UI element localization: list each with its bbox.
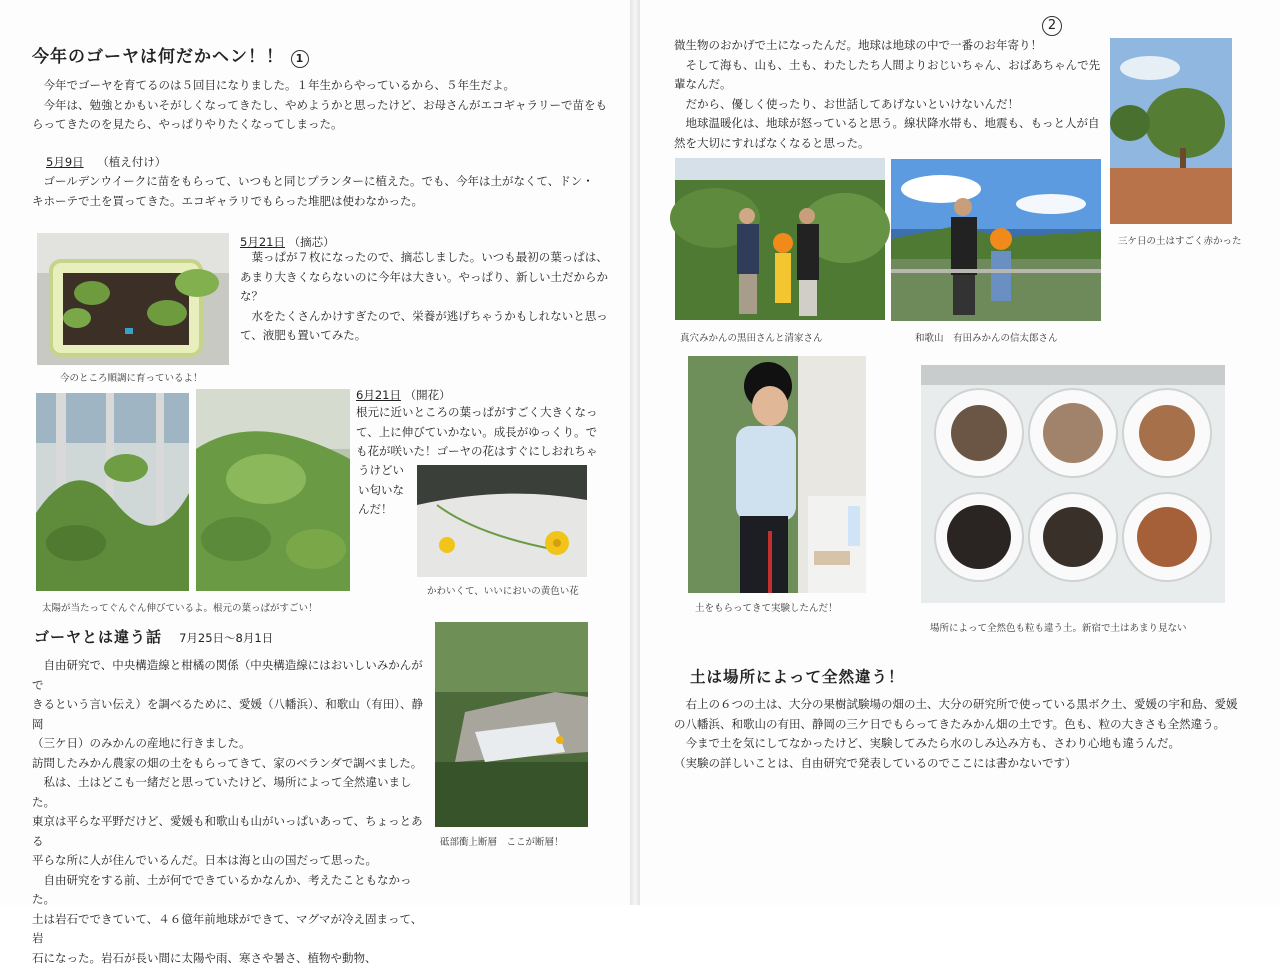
flower-caption: かわいくて、いいにおいの黄色い花 [427, 586, 579, 597]
experiment-caption: 土をもらってきて実験したんだ！ [695, 603, 838, 614]
mikkabi-caption: 三ケ日の土はすごく赤かった [1118, 236, 1242, 247]
mikkabi-photo [1110, 38, 1232, 224]
left-page [0, 0, 630, 965]
jun21-date: 6月21日 [356, 388, 401, 402]
fault-caption: 砥部衝上断層 ここが断層！ [440, 837, 564, 848]
may9-heading [46, 153, 166, 171]
planter-photo [37, 233, 229, 365]
page-number-badge: 1 [291, 50, 309, 68]
jun21-paragraph-a: 根元に近いところの葉っぱがすごく大きくなっ て、上に伸びていかない。成長がゆっくり。で も花が咲いた！ゴーヤの花はすぐにしおれちゃ [356, 405, 598, 458]
page-gutter [630, 0, 640, 905]
jun21-heading [356, 386, 451, 404]
soil-caption: 場所によって全然色も粒も違う土。新宿で土はあまり見ない [930, 623, 1187, 634]
goya-section-title: ゴーヤとは違う話 [34, 628, 163, 646]
soil-samples-photo [921, 365, 1225, 603]
goya-section-paragraph: 自由研究で、中央構造線と柑橘の関係（中央構造線にはおいしいみかんがで きるという言い伝え）を調べるために、愛媛（八幡浜）、和歌山（有田）、静岡 （三ケ日）のみかんの産地に行きました。 訪問したみかん農家の畑の土をもらってきて、家のベランダで調べました。 私は、土はどこも一緒だと思っていたけど、場所によって全然違いました。 東京は平らな平野だけど、愛媛も和歌山も山がいっぱいあって、ちょっとある 平らな所に人が住んでいるんだ。日本は海と山の国だって思った。 自由研究をする前、土が何でできているかなんか、考えたこともなかった。 土は岩石でできていて、４６億年前地球ができて、マグマが冷え固まって、岩 石になった。岩石が長い間に太陽や雨、寒さや暑さ、植物や動物、 [32, 658, 423, 965]
experiment-photo [688, 356, 866, 593]
jun21-paragraph-b: うけどい い匂いな んだ！ [358, 463, 404, 516]
farm-visit-photo-2 [891, 159, 1101, 321]
farm-visit-photo-1 [675, 158, 885, 320]
flower-photo [417, 465, 587, 577]
page-number-badge-2: 2 [1042, 14, 1062, 36]
conclusion-title: 土は場所によって全然違う！ [690, 668, 905, 686]
may9-label: （植え付け） [97, 155, 167, 169]
may9-paragraph: ゴールデンウイークに苗をもらって、いつもと同じプランターに植えた。でも、今年は土がなくて、ドン・ キホーテで土を買ってきた。エコギャラリでもらった堆肥は使わなかった。 [32, 174, 594, 208]
fault-photo [435, 622, 588, 827]
goya-vine-photo-1 [36, 393, 189, 591]
jun21-label: （開花） [404, 388, 451, 402]
conclusion-paragraph: 右上の６つの土は、大分の果樹試験場の畑の土、大分の研究所で使っている黒ボク土、愛媛の宇和島、愛媛 の八幡浜、和歌山の有田、静岡の三ケ日でもらってきたみかん畑の土です。色も、粒の大きさも全然違う。 今まで土を気にしてなかったけど、実験してみたら水のしみ込み方も、さわり心地も違うんだ。 （実験の詳しいことは、自由研究で発表しているのでここには書かないです） [674, 697, 1238, 770]
goya-section-heading [34, 626, 273, 647]
page-title: 今年のゴーヤは何だかヘン！！ 1 [32, 42, 309, 68]
vine-caption: 太陽が当たってぐんぐん伸びているよ。根元の葉っぱがすごい！ [42, 603, 318, 614]
goya-vine-photo-2 [196, 389, 350, 591]
goya-section-dates: 7月25日～8月1日 [179, 631, 274, 645]
continued-paragraph: 微生物のおかげで土になったんだ。地球は地球の中で一番のお年寄り！ そして海も、山も、土も、わたしたち人間よりおじいちゃん、おばあちゃんで先 輩なんだ。 だから、優しく使ったり、お世話してあげないといけないんだ！ 地球温暖化は、地球が怒っていると思う。線状降水帯も、地震も、もっと人が自 然を大切にすればなくなると思った。 [674, 38, 1101, 150]
planter-caption: 今のところ順調に育っているよ！ [60, 373, 203, 384]
intro-paragraph: 今年でゴーヤを育てるのは５回目になりました。１年生からやっているから、５年生だよ。 今年は、勉強とかもいそがしくなってきたし、やめようかと思ったけど、お母さんがエコギャラリーで苗をも らってきたのを見たら、やっぱりやりたくなってしまった。 [32, 78, 607, 131]
may9-date: 5月9日 [46, 155, 84, 169]
may21-paragraph: 葉っぱが７枚になったので、摘芯しました。いつも最初の葉っぱは、 あまり大きくならないのに今年は大きい。やっぱり、新しい土だからか な？ 水をたくさんかけすぎたので、栄養が逃げちゃうかもしれないと思っ て、液肥も置いてみた。 [240, 250, 608, 342]
farm1-caption: 真穴みかんの黒田さんと清家さん [680, 333, 823, 344]
farm2-caption: 和歌山 有田みかんの信太郎さん [915, 333, 1058, 344]
right-page [640, 0, 1280, 905]
may21-date: 5月21日 [240, 235, 285, 249]
may21-label: （摘芯） [288, 235, 335, 249]
